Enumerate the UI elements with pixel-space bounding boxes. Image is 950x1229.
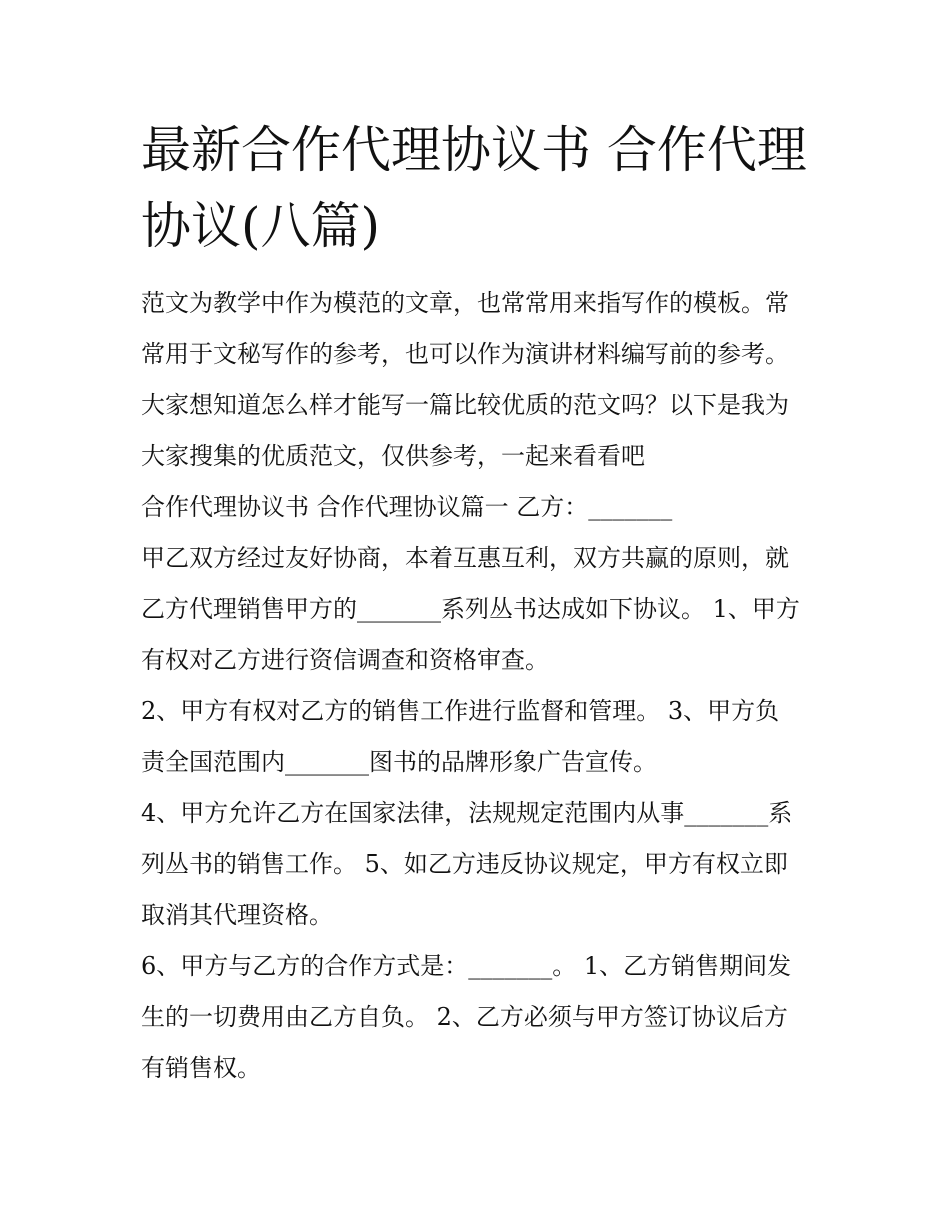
- text-line: 6、甲方与乙方的合作方式是：_______。 1、乙方销售期间发: [141, 952, 792, 980]
- text-line: 有销售权。: [141, 1054, 261, 1082]
- text-line: 范文为教学中作为模范的文章，也常常用来指写作的模板。常: [141, 289, 789, 317]
- text-line: 列丛书的销售工作。 5、如乙方违反协议规定，甲方有权立即: [141, 850, 788, 878]
- text-line: 取消其代理资格。: [141, 901, 333, 929]
- text-line: 生的一切费用由乙方自负。 2、乙方必须与甲方签订协议后方: [141, 1003, 788, 1031]
- document-content: [141, 112, 813, 1094]
- agreement-paragraph: [141, 686, 813, 788]
- text-line: 4、甲方允许乙方在国家法律，法规规定范围内从事_______系: [141, 799, 793, 827]
- title-line: 协议(八篇): [141, 197, 381, 255]
- agreement-paragraph: [141, 941, 813, 1094]
- intro-paragraph: [141, 278, 813, 482]
- text-line: 常用于文秘写作的参考，也可以作为演讲材料编写前的参考。: [141, 340, 789, 368]
- document-title: [141, 112, 813, 264]
- title-line: 最新合作代理协议书 合作代理: [141, 121, 807, 179]
- agreement-heading-paragraph: [141, 482, 813, 533]
- agreement-paragraph: [141, 788, 813, 941]
- text-line: 有权对乙方进行资信调查和资格审查。: [141, 646, 549, 674]
- text-line: 责全国范围内_______图书的品牌形象广告宣传。: [141, 748, 657, 776]
- text-line: 甲乙双方经过友好协商，本着互惠互利，双方共赢的原则，就: [141, 544, 789, 572]
- text-line: 大家搜集的优质范文，仅供参考，一起来看看吧: [141, 442, 645, 470]
- text-line: 合作代理协议书 合作代理协议篇一 乙方：_______: [141, 493, 673, 521]
- agreement-paragraph: [141, 533, 813, 686]
- text-line: 大家想知道怎么样才能写一篇比较优质的范文吗？以下是我为: [141, 391, 789, 419]
- text-line: 2、甲方有权对乙方的销售工作进行监督和管理。 3、甲方负: [141, 697, 780, 725]
- text-line: 乙方代理销售甲方的_______系列丛书达成如下协议。 1、甲方: [141, 595, 800, 623]
